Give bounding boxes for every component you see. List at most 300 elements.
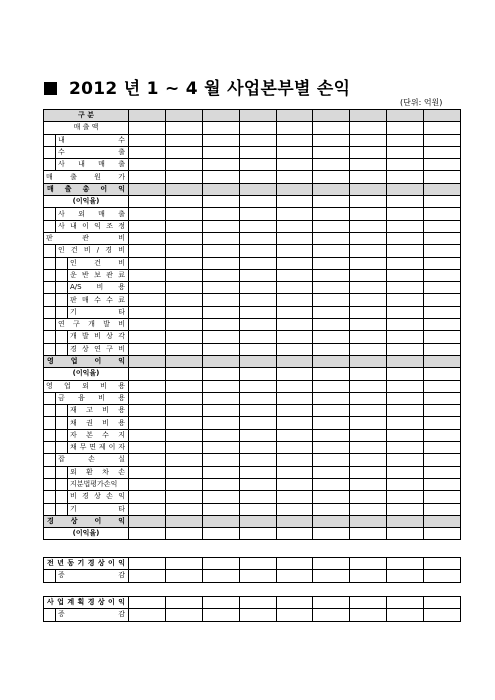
data-cell <box>276 417 313 429</box>
data-cell <box>129 294 166 306</box>
data-cell <box>239 343 276 355</box>
row-label-text: 금 융 비 용 <box>58 393 125 402</box>
data-cell <box>239 429 276 441</box>
data-cell <box>239 183 276 195</box>
data-cell <box>202 609 239 621</box>
data-cell <box>276 306 313 318</box>
row-label-text: 연 구 개 발 비 <box>58 320 125 329</box>
data-cell <box>424 122 461 134</box>
data-cell <box>424 405 461 417</box>
data-cell <box>129 515 166 527</box>
data-cell <box>313 558 350 570</box>
data-cell <box>313 491 350 503</box>
data-cell <box>129 368 166 380</box>
table-row <box>44 528 461 540</box>
data-cell <box>202 478 239 490</box>
data-cell <box>313 146 350 158</box>
data-cell <box>387 196 424 208</box>
data-cell <box>387 171 424 183</box>
data-cell <box>129 355 166 367</box>
data-cell <box>276 597 313 609</box>
indent-rule <box>55 282 56 293</box>
indent-rule <box>55 147 56 158</box>
data-cell <box>424 196 461 208</box>
data-cell <box>350 183 387 195</box>
data-cell <box>276 269 313 281</box>
indent-rule <box>67 442 68 453</box>
data-cell <box>424 257 461 269</box>
data-cell <box>239 122 276 134</box>
data-cell <box>239 146 276 158</box>
data-cell <box>129 110 166 122</box>
data-cell <box>239 232 276 244</box>
indent-rule <box>55 135 56 146</box>
row-label-text: 내 수 <box>58 135 125 144</box>
table-row <box>44 442 461 454</box>
data-cell <box>387 319 424 331</box>
data-cell <box>165 609 202 621</box>
row-label-text: 구 분 <box>78 111 94 120</box>
row-label <box>44 134 129 146</box>
row-label <box>44 343 129 355</box>
data-cell <box>239 319 276 331</box>
row-label <box>44 558 129 570</box>
data-cell <box>202 355 239 367</box>
row-label <box>44 609 129 621</box>
data-cell <box>129 558 166 570</box>
data-cell <box>276 183 313 195</box>
indent-rule <box>67 430 68 441</box>
page-title <box>44 74 350 99</box>
prior-year-table <box>43 557 461 583</box>
data-cell <box>350 355 387 367</box>
data-cell <box>350 282 387 294</box>
data-cell <box>239 392 276 404</box>
table-row <box>44 392 461 404</box>
data-cell <box>165 134 202 146</box>
data-cell <box>313 196 350 208</box>
data-cell <box>202 380 239 392</box>
data-cell <box>202 392 239 404</box>
data-cell <box>424 319 461 331</box>
data-cell <box>387 208 424 220</box>
data-cell <box>165 454 202 466</box>
data-cell <box>129 454 166 466</box>
row-label-text: 수 출 <box>58 148 125 157</box>
data-cell <box>350 245 387 257</box>
data-cell <box>202 570 239 582</box>
data-cell <box>424 282 461 294</box>
row-label <box>44 208 129 220</box>
data-cell <box>239 405 276 417</box>
indent-rule <box>67 294 68 305</box>
row-label <box>44 110 129 122</box>
bullet-square-icon <box>44 82 57 95</box>
data-cell <box>276 122 313 134</box>
table-row <box>44 269 461 281</box>
data-cell <box>424 171 461 183</box>
data-cell <box>350 343 387 355</box>
data-cell <box>129 570 166 582</box>
data-cell <box>276 368 313 380</box>
data-cell <box>350 429 387 441</box>
table-row <box>44 159 461 171</box>
data-cell <box>350 159 387 171</box>
table-row <box>44 331 461 343</box>
data-cell <box>387 122 424 134</box>
data-cell <box>313 442 350 454</box>
data-cell <box>387 503 424 515</box>
row-label <box>44 122 129 134</box>
data-cell <box>129 343 166 355</box>
data-cell <box>387 380 424 392</box>
data-cell <box>239 478 276 490</box>
indent-rule <box>67 258 68 269</box>
data-cell <box>165 220 202 232</box>
row-label-text: 경 상 이 익 <box>47 516 125 525</box>
data-cell <box>424 159 461 171</box>
data-cell <box>239 503 276 515</box>
indent-rule <box>55 570 56 581</box>
row-label-text: 개 발 비 상 각 <box>70 332 125 341</box>
indent-rule <box>67 344 68 355</box>
data-cell <box>424 146 461 158</box>
row-label-text: 증 감 <box>58 571 125 580</box>
row-label <box>44 269 129 281</box>
indent-rule <box>55 454 56 465</box>
data-cell <box>239 171 276 183</box>
data-cell <box>129 429 166 441</box>
data-cell <box>350 405 387 417</box>
data-cell <box>129 392 166 404</box>
row-label-text: 경 상 연 구 비 <box>70 344 125 353</box>
row-label-text: 자 본 수 지 <box>70 430 125 439</box>
data-cell <box>202 146 239 158</box>
table-row <box>44 380 461 392</box>
row-label-text: 매 출 원 가 <box>46 172 125 181</box>
row-label <box>44 503 129 515</box>
data-cell <box>276 282 313 294</box>
data-cell <box>165 478 202 490</box>
indent-rule <box>55 430 56 441</box>
data-cell <box>276 405 313 417</box>
data-cell <box>387 306 424 318</box>
data-cell <box>313 183 350 195</box>
data-cell <box>202 269 239 281</box>
data-cell <box>239 220 276 232</box>
data-cell <box>387 159 424 171</box>
data-cell <box>239 294 276 306</box>
row-label <box>44 454 129 466</box>
row-label-text: 사 업 계 획 경 상 이 익 <box>47 598 125 607</box>
row-label <box>44 355 129 367</box>
row-label <box>44 491 129 503</box>
table-row <box>44 570 461 582</box>
data-cell <box>129 196 166 208</box>
data-cell <box>202 558 239 570</box>
row-label-text: A/S 비 용 <box>70 283 125 292</box>
table-row <box>44 597 461 609</box>
row-label-text: 기 타 <box>70 307 125 316</box>
indent-rule <box>55 479 56 490</box>
data-cell <box>129 503 166 515</box>
table-row <box>44 171 461 183</box>
table-row <box>44 368 461 380</box>
data-cell <box>387 183 424 195</box>
data-cell <box>350 454 387 466</box>
data-cell <box>239 570 276 582</box>
data-cell <box>129 183 166 195</box>
data-cell <box>424 417 461 429</box>
data-cell <box>276 454 313 466</box>
table-row <box>44 454 461 466</box>
data-cell <box>424 558 461 570</box>
row-label-text: 매 출 액 <box>73 123 99 132</box>
indent-rule <box>55 344 56 355</box>
row-label <box>44 196 129 208</box>
data-cell <box>165 159 202 171</box>
row-label-text: 판 관 비 <box>46 234 125 243</box>
data-cell <box>313 269 350 281</box>
row-label-text: 기 타 <box>70 504 125 513</box>
indent-rule <box>55 442 56 453</box>
data-cell <box>276 343 313 355</box>
indent-rule <box>55 393 56 404</box>
data-cell <box>165 597 202 609</box>
data-cell <box>202 220 239 232</box>
indent-rule <box>67 417 68 428</box>
data-cell <box>313 220 350 232</box>
table-row <box>44 306 461 318</box>
data-cell <box>276 331 313 343</box>
data-cell <box>276 146 313 158</box>
row-label-text: (이익율) <box>72 529 100 538</box>
row-label-text: 사 외 매 출 <box>58 209 125 218</box>
data-cell <box>202 159 239 171</box>
data-cell <box>387 478 424 490</box>
row-label <box>44 466 129 478</box>
data-cell <box>202 319 239 331</box>
data-cell <box>313 343 350 355</box>
data-cell <box>350 558 387 570</box>
data-cell <box>129 282 166 294</box>
data-cell <box>313 454 350 466</box>
row-label <box>44 597 129 609</box>
data-cell <box>129 478 166 490</box>
data-cell <box>202 597 239 609</box>
data-cell <box>424 134 461 146</box>
data-cell <box>276 257 313 269</box>
business-plan-table <box>43 596 461 622</box>
row-label-text: 판 매 수 수 료 <box>70 295 125 304</box>
data-cell <box>313 306 350 318</box>
data-cell <box>424 355 461 367</box>
data-cell <box>424 429 461 441</box>
data-cell <box>313 319 350 331</box>
data-cell <box>202 515 239 527</box>
data-cell <box>387 429 424 441</box>
data-cell <box>387 294 424 306</box>
indent-rule <box>55 294 56 305</box>
data-cell <box>239 380 276 392</box>
data-cell <box>387 515 424 527</box>
data-cell <box>165 368 202 380</box>
row-label <box>44 220 129 232</box>
row-label-text: 인 건 비 <box>70 258 125 267</box>
data-cell <box>165 528 202 540</box>
data-cell <box>313 159 350 171</box>
data-cell <box>202 232 239 244</box>
data-cell <box>276 515 313 527</box>
data-cell <box>350 491 387 503</box>
data-cell <box>387 331 424 343</box>
indent-rule <box>67 331 68 342</box>
data-cell <box>350 319 387 331</box>
table-row <box>44 122 461 134</box>
data-cell <box>165 392 202 404</box>
row-label-text: 채 권 비 용 <box>70 418 125 427</box>
row-label <box>44 368 129 380</box>
data-cell <box>313 110 350 122</box>
data-cell <box>424 294 461 306</box>
data-cell <box>239 257 276 269</box>
row-label <box>44 405 129 417</box>
data-cell <box>165 146 202 158</box>
data-cell <box>424 380 461 392</box>
indent-rule <box>55 270 56 281</box>
data-cell <box>165 466 202 478</box>
data-cell <box>202 294 239 306</box>
data-cell <box>129 442 166 454</box>
data-cell <box>350 368 387 380</box>
data-cell <box>165 208 202 220</box>
data-cell <box>129 245 166 257</box>
data-cell <box>202 245 239 257</box>
data-cell <box>129 466 166 478</box>
data-cell <box>424 515 461 527</box>
data-cell <box>350 597 387 609</box>
data-cell <box>165 122 202 134</box>
data-cell <box>276 380 313 392</box>
data-cell <box>350 208 387 220</box>
data-cell <box>202 183 239 195</box>
row-label <box>44 442 129 454</box>
data-cell <box>239 196 276 208</box>
data-cell <box>202 442 239 454</box>
data-cell <box>129 491 166 503</box>
data-cell <box>165 294 202 306</box>
data-cell <box>313 380 350 392</box>
table-row <box>44 134 461 146</box>
data-cell <box>424 503 461 515</box>
table-row <box>44 294 461 306</box>
data-cell <box>387 454 424 466</box>
row-label-text: 사 내 매 출 <box>58 160 125 169</box>
data-cell <box>313 570 350 582</box>
row-label <box>44 478 129 490</box>
indent-rule <box>55 467 56 478</box>
data-cell <box>202 466 239 478</box>
data-cell <box>129 220 166 232</box>
data-cell <box>165 171 202 183</box>
data-cell <box>350 146 387 158</box>
data-cell <box>313 208 350 220</box>
data-cell <box>202 491 239 503</box>
table-row <box>44 257 461 269</box>
data-cell <box>387 442 424 454</box>
data-cell <box>239 597 276 609</box>
data-cell <box>276 392 313 404</box>
row-label-text: 증 감 <box>58 610 125 619</box>
data-cell <box>424 442 461 454</box>
unit-note: (단위: 억원) <box>400 98 443 107</box>
data-cell <box>165 429 202 441</box>
data-cell <box>350 380 387 392</box>
data-cell <box>387 368 424 380</box>
data-cell <box>387 405 424 417</box>
row-label-text: 운 반 보 관 료 <box>70 271 125 279</box>
data-cell <box>424 454 461 466</box>
indent-rule <box>55 319 56 330</box>
indent-rule <box>55 307 56 318</box>
row-label <box>44 282 129 294</box>
data-cell <box>424 331 461 343</box>
data-cell <box>202 208 239 220</box>
data-cell <box>165 282 202 294</box>
indent-rule <box>55 245 56 256</box>
data-cell <box>202 417 239 429</box>
data-cell <box>350 466 387 478</box>
data-cell <box>276 503 313 515</box>
data-cell <box>424 392 461 404</box>
data-cell <box>387 282 424 294</box>
table-row <box>44 491 461 503</box>
data-cell <box>129 134 166 146</box>
data-cell <box>202 110 239 122</box>
table-row <box>44 232 461 244</box>
title-text: 2012 년 1 ~ 4 월 사업본부별 손익 <box>69 79 351 99</box>
indent-rule <box>55 208 56 219</box>
data-cell <box>313 257 350 269</box>
data-cell <box>350 134 387 146</box>
data-cell <box>276 429 313 441</box>
data-cell <box>239 245 276 257</box>
data-cell <box>276 245 313 257</box>
data-cell <box>276 159 313 171</box>
indent-rule <box>55 159 56 170</box>
data-cell <box>239 454 276 466</box>
data-cell <box>350 515 387 527</box>
row-label <box>44 245 129 257</box>
data-cell <box>313 515 350 527</box>
data-cell <box>424 491 461 503</box>
data-cell <box>165 196 202 208</box>
data-cell <box>165 306 202 318</box>
data-cell <box>239 134 276 146</box>
data-cell <box>129 306 166 318</box>
data-cell <box>313 245 350 257</box>
data-cell <box>350 417 387 429</box>
data-cell <box>350 609 387 621</box>
data-cell <box>276 570 313 582</box>
data-cell <box>387 257 424 269</box>
data-cell <box>202 343 239 355</box>
data-cell <box>202 405 239 417</box>
data-cell <box>276 319 313 331</box>
data-cell <box>276 220 313 232</box>
data-cell <box>202 454 239 466</box>
data-cell <box>313 609 350 621</box>
